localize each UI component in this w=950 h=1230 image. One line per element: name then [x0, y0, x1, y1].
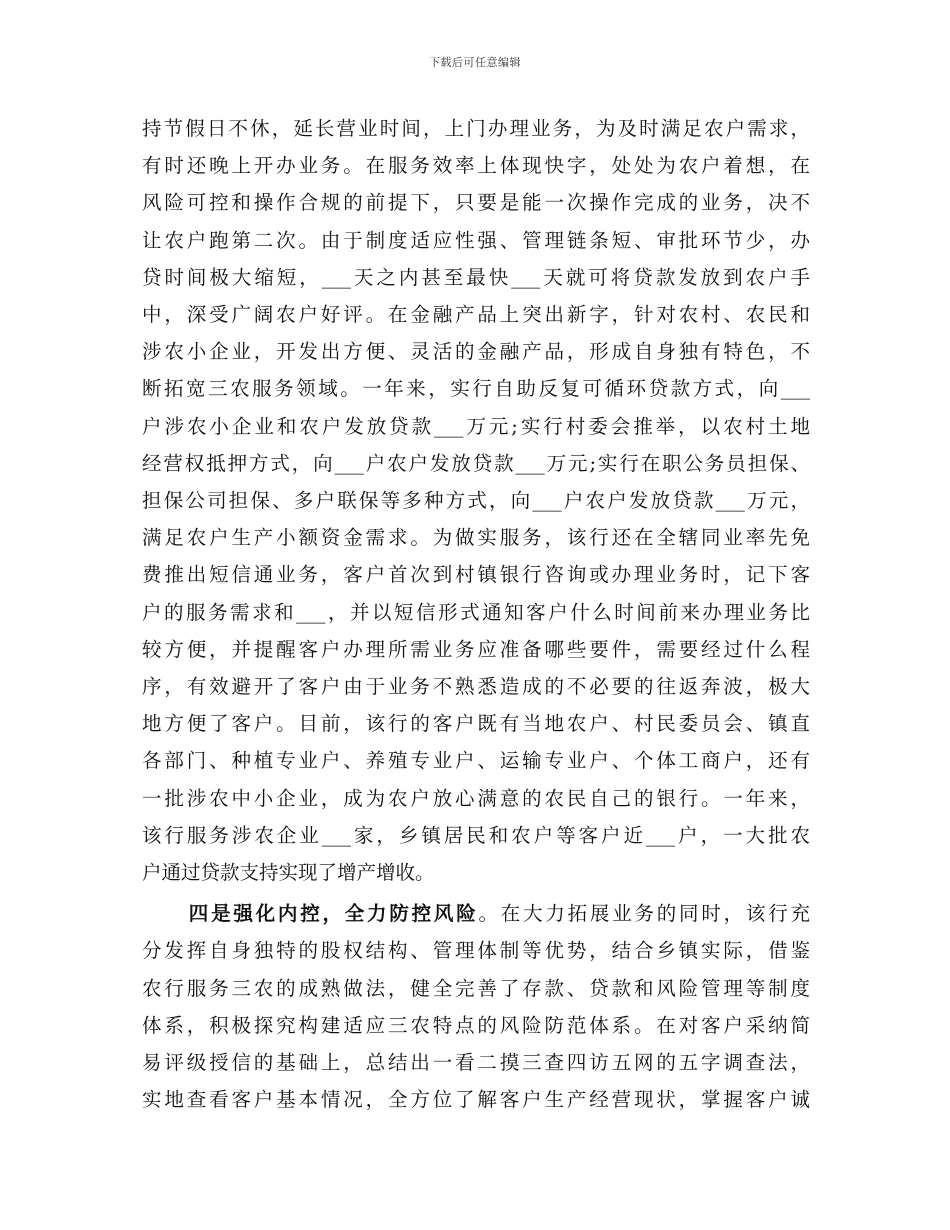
paragraph-2	[142, 895, 810, 1118]
text-line: 农行服务三农的成熟做法，健全完善了存款、贷款和风险管理等制度	[142, 976, 810, 1000]
text-line: 贷时间极大缩短，___天之内甚至最快___天就可将贷款发放到农户手	[142, 265, 810, 289]
text-line: 担保公司担保、多户联保等多种方式，向___户农户发放贷款___万元，	[142, 489, 810, 513]
document-body	[142, 110, 810, 1118]
text-line: 让农户跑第二次。由于制度适应性强、管理链条短、审批环节少，办	[142, 228, 810, 252]
text-line: 该行服务涉农企业___家，乡镇居民和农户等客户近___户，一大批农	[142, 823, 810, 847]
text-line: 费推出短信通业务，客户首次到村镇银行咨询或办理业务时，记下客	[142, 563, 810, 587]
text-line: 各部门、种植专业户、养殖专业户、运输专业户、个体工商户，还有	[142, 749, 810, 773]
text-line: 户的服务需求和___，并以短信形式通知客户什么时间前来办理业务比	[142, 600, 810, 624]
text-line: 一批涉农中小企业，成为农户放心满意的农民自己的银行。一年来，	[142, 786, 810, 810]
text-line: 地方便了客户。目前，该行的客户既有当地农户、村民委员会、镇直	[142, 712, 810, 736]
text-line: 断拓宽三农服务领域。一年来，实行自助反复可循环贷款方式，向___	[142, 377, 810, 401]
text-line: 满足农户生产小额资金需求。为做实服务，该行还在全辖同业率先免	[142, 526, 810, 550]
text-line: 中，深受广阔农户好评。在金融产品上突出新字，针对农村、农民和	[142, 303, 810, 327]
text-line: 实地查看客户基本情况，全方位了解客户生产经营现状，掌握客户诚	[142, 1088, 810, 1112]
text-line: 风险可控和操作合规的前提下，只要是能一次操作完成的业务，决不	[142, 191, 810, 215]
text-line: 易评级授信的基础上，总结出一看二摸三查四访五网的五字调查法，	[142, 1051, 810, 1075]
paragraph-2-first-line	[142, 895, 810, 932]
text-line: 涉农小企业，开发出方便、灵活的金融产品，形成自身独有特色，不	[142, 340, 810, 364]
text-line: 经营权抵押方式，向___户农户发放贷款___万元;实行在职公务员担保、	[142, 451, 810, 475]
text-line: 有时还晚上开办业务。在服务效率上体现快字，处处为农户着想，在	[142, 154, 810, 178]
text-line: 持节假日不休，延长营业时间，上门办理业务，为及时满足农户需求，	[142, 117, 810, 140]
text-line: 分发挥自身独特的股权结构、管理体制等优势，结合乡镇实际，借鉴	[142, 939, 810, 963]
section-heading: 四是强化内控，全力防控风险	[186, 902, 479, 926]
page-header: 下载后可任意编辑	[429, 56, 521, 69]
text-line: 体系，积极探究构建适应三农特点的风险防范体系。在对客户采纳简	[142, 1013, 810, 1037]
text-line: 较方便，并提醒客户办理所需业务应准备哪些要件，需要经过什么程	[142, 637, 810, 661]
text-line: 户通过贷款支持实现了增产增收。	[142, 861, 435, 885]
heading-line-rest: 。在大力拓展业务的同时，该行充	[478, 902, 810, 926]
paragraph-1	[142, 110, 810, 891]
text-line: 序，有效避开了客户由于业务不熟悉造成的不必要的往返奔波，极大	[142, 675, 810, 699]
text-line: 户涉农小企业和农户发放贷款___万元;实行村委会推举，以农村土地	[142, 414, 810, 438]
